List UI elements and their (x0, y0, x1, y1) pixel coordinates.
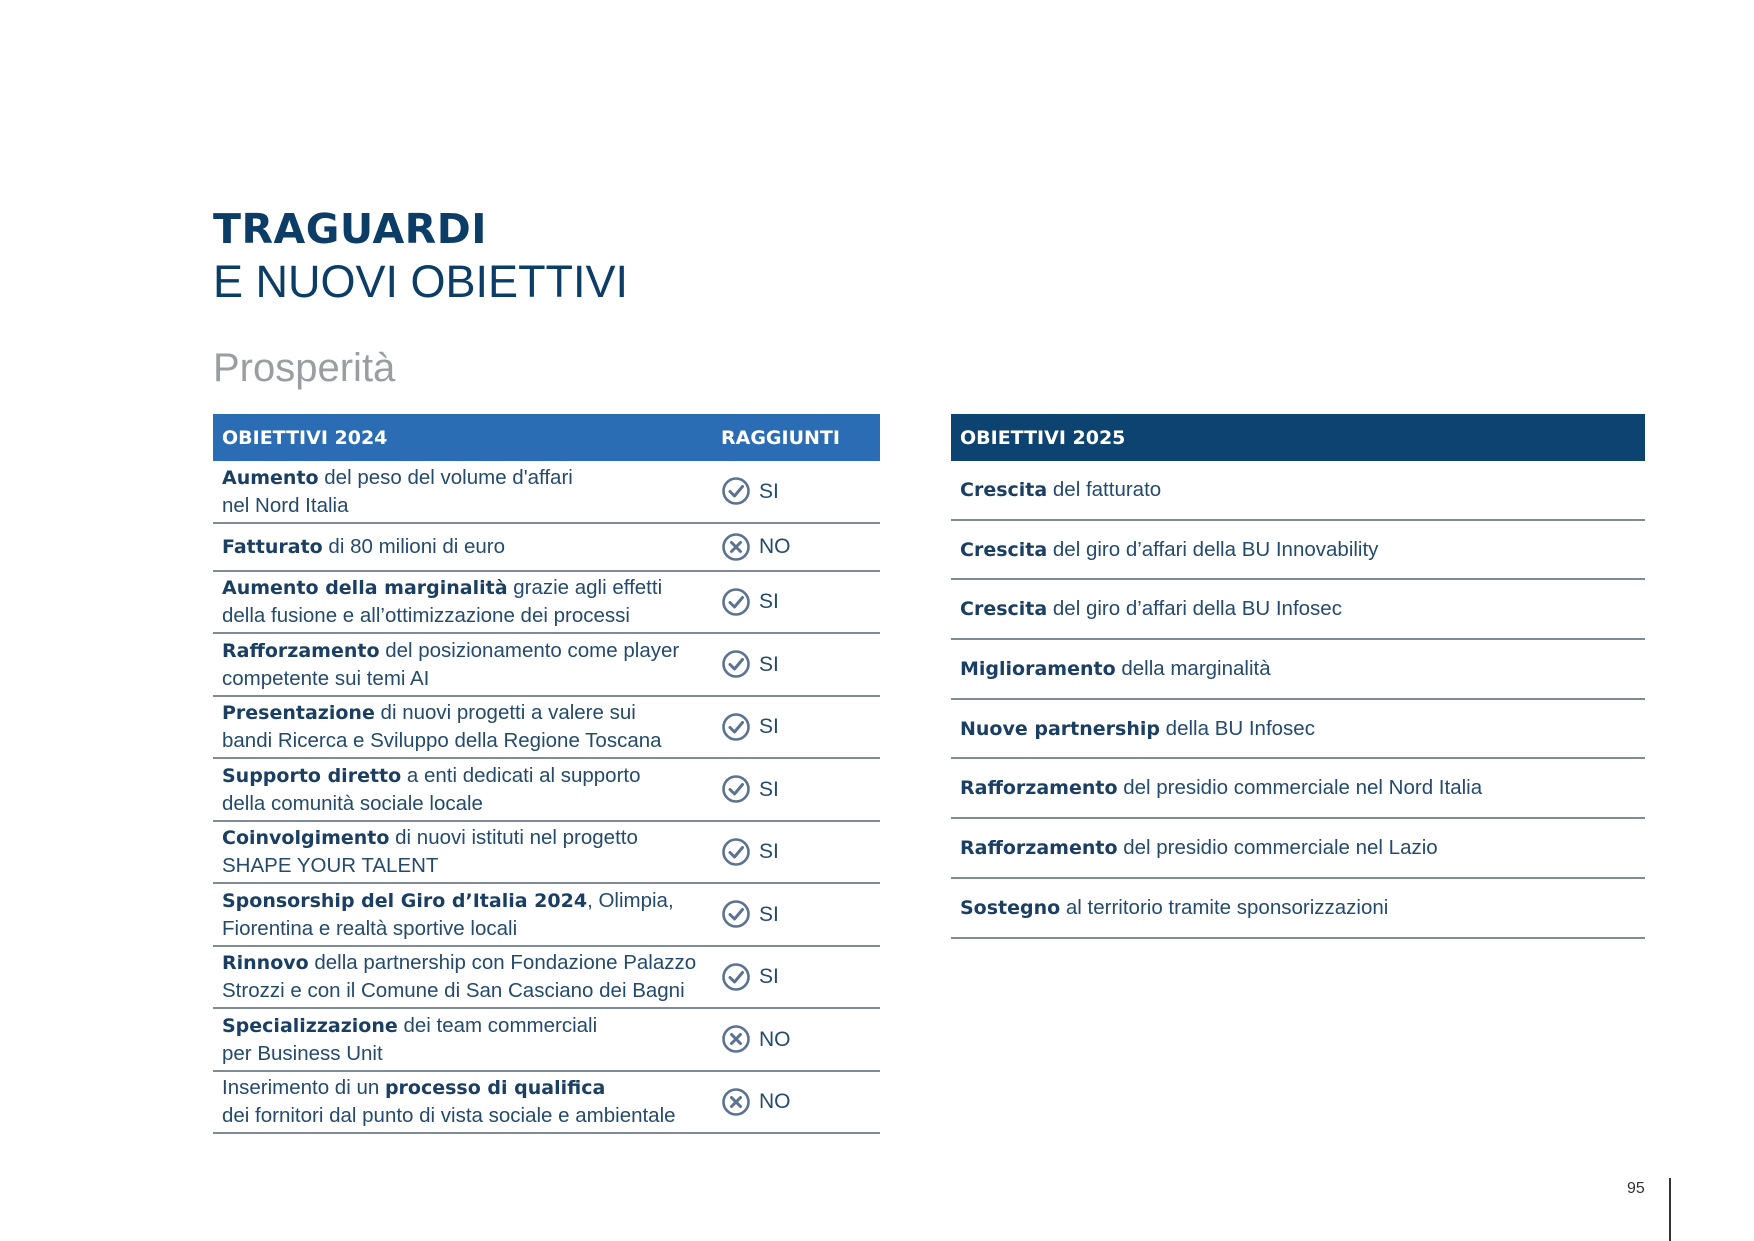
table-row (213, 524, 880, 572)
table-row (951, 700, 1645, 760)
objective-line (222, 637, 721, 665)
emphasis-text: processo di qualifica (384, 1077, 606, 1100)
check-circle-icon (721, 899, 751, 929)
body-text: della partnership con Fondazione Palazzo (308, 951, 697, 975)
x-circle-icon (721, 1087, 751, 1117)
emphasis-text: Coinvolgimento (222, 827, 390, 850)
x-circle-icon (721, 532, 751, 562)
emphasis-text: Rafforzamento (960, 777, 1118, 800)
body-text: della marginalità (1115, 656, 1271, 680)
body-text: competente sui temi AI (222, 666, 430, 690)
objectives-2025-header (951, 414, 1645, 461)
table-row (213, 947, 880, 1010)
objective-text (951, 894, 1645, 922)
objectives-2024-header (213, 414, 880, 461)
objective-line (222, 464, 721, 492)
column-header-objectives-2025: OBIETTIVI 2025 (960, 426, 1126, 449)
objective-text (951, 715, 1645, 743)
check-circle-icon (721, 712, 751, 742)
objective-text (951, 536, 1645, 564)
table-row (213, 1009, 880, 1072)
objective-text (213, 1074, 721, 1129)
status-label: SI (759, 479, 779, 503)
body-text: Inserimento di un (222, 1076, 385, 1100)
body-text: per Business Unit (222, 1041, 383, 1065)
objective-text (951, 655, 1645, 683)
status-label: NO (759, 535, 791, 558)
objective-line (222, 727, 721, 754)
objective-line (222, 602, 721, 629)
objective-line (222, 1012, 721, 1040)
check-circle-icon (721, 837, 751, 867)
x-circle-icon (721, 1024, 751, 1054)
status-cell (721, 774, 779, 804)
objective-line (222, 1074, 721, 1102)
status-cell (721, 899, 779, 929)
check-circle-icon (721, 774, 751, 804)
status-cell (721, 1024, 791, 1054)
objective-text (951, 595, 1645, 623)
table-row (213, 461, 880, 524)
column-header-achieved: RAGGIUNTI (721, 426, 840, 449)
emphasis-text: Aumento della marginalità (222, 577, 508, 600)
objective-text (213, 533, 721, 561)
body-text: del presidio commerciale nel Nord Italia (1117, 776, 1483, 800)
body-text: bandi Ricerca e Sviluppo della Regione Toscana (222, 729, 662, 753)
objective-line (222, 852, 721, 879)
objective-line (222, 887, 721, 915)
status-cell (721, 1087, 791, 1117)
body-text: al territorio tramite sponsorizzazioni (1060, 895, 1389, 919)
body-text: della comunità sociale locale (222, 791, 483, 815)
objective-text (951, 476, 1645, 504)
emphasis-text: Fatturato (222, 535, 323, 558)
objective-text (951, 834, 1645, 862)
emphasis-text: Supporto diretto (222, 764, 402, 787)
status-cell (721, 532, 791, 562)
status-label: SI (759, 590, 779, 614)
body-text: Fiorentina e realtà sportive locali (222, 916, 518, 940)
table-row (213, 697, 880, 760)
status-cell (721, 837, 779, 867)
objective-text (213, 1012, 721, 1067)
objective-line (222, 977, 721, 1004)
status-cell (721, 962, 779, 992)
body-text: della fusione e all’ottimizzazione dei processi (222, 604, 630, 628)
objective-line (222, 790, 721, 817)
emphasis-text: Aumento (222, 466, 319, 489)
emphasis-text: Miglioramento (960, 657, 1116, 680)
status-label: SI (759, 652, 779, 676)
objective-text (213, 637, 721, 692)
emphasis-text: Sostegno (960, 896, 1061, 919)
body-text: dei fornitori dal punto di vista sociale e ambientale (222, 1104, 676, 1128)
emphasis-text: Rafforzamento (222, 639, 380, 662)
page-title: TRAGUARDI (213, 205, 488, 253)
body-text: del giro d’affari della BU Innovability (1047, 537, 1379, 561)
objectives-2024-table (213, 414, 880, 1134)
table-row (213, 822, 880, 885)
emphasis-text: Specializzazione (222, 1014, 398, 1037)
objective-line (222, 492, 721, 519)
objective-line (222, 824, 721, 852)
status-label: SI (759, 777, 779, 801)
objective-text (951, 774, 1645, 802)
body-text: della BU Infosec (1159, 716, 1315, 740)
status-label: SI (759, 840, 779, 864)
objective-line (222, 574, 721, 602)
body-text: di nuovi progetti a valere sui (374, 701, 636, 725)
table-row (951, 461, 1645, 521)
table-row (951, 521, 1645, 581)
body-text: Strozzi e con il Comune di San Casciano dei Bagni (222, 979, 685, 1003)
check-circle-icon (721, 649, 751, 679)
body-text: dei team commerciali (397, 1013, 598, 1037)
page-number: 95 (1627, 1180, 1645, 1197)
column-header-objectives-2024: OBIETTIVI 2024 (222, 426, 388, 449)
objective-text (213, 574, 721, 629)
table-row (951, 759, 1645, 819)
table-row (951, 819, 1645, 879)
check-circle-icon (721, 587, 751, 617)
body-text: nel Nord Italia (222, 493, 349, 517)
objective-line (222, 533, 721, 561)
status-cell (721, 587, 779, 617)
status-cell (721, 476, 779, 506)
status-cell (721, 712, 779, 742)
body-text: a enti dedicati al supporto (401, 763, 641, 787)
status-label: SI (759, 902, 779, 926)
objective-line (222, 1102, 721, 1129)
table-row (213, 572, 880, 635)
table-row (951, 879, 1645, 939)
objective-text (213, 464, 721, 519)
check-circle-icon (721, 962, 751, 992)
page-divider (1669, 1178, 1671, 1241)
body-text: del giro d’affari della BU Infosec (1047, 597, 1342, 621)
emphasis-text: Rinnovo (222, 952, 309, 975)
body-text: del peso del volume d'affari (318, 465, 573, 489)
body-text: di 80 milioni di euro (322, 534, 506, 558)
table-row (213, 634, 880, 697)
emphasis-text: Rafforzamento (960, 836, 1118, 859)
table-row (213, 1072, 880, 1135)
section-title: Prosperità (213, 346, 396, 390)
status-label: NO (759, 1090, 791, 1114)
objectives-2025-rows (951, 461, 1645, 939)
check-circle-icon (721, 476, 751, 506)
page-subtitle: E NUOVI OBIETTIVI (213, 256, 629, 307)
body-text: del posizionamento come player (379, 638, 680, 662)
emphasis-text: Presentazione (222, 702, 375, 725)
emphasis-text: Sponsorship del Giro d’Italia 2024 (222, 889, 588, 912)
emphasis-text: Nuove partnership (960, 717, 1160, 740)
objective-text (213, 762, 721, 817)
emphasis-text: Crescita (960, 478, 1048, 501)
status-label: NO (759, 1027, 791, 1051)
objective-text (213, 887, 721, 942)
status-label: SI (759, 715, 779, 739)
objectives-2025-table (951, 414, 1645, 939)
status-label: SI (759, 965, 779, 989)
objective-line (222, 949, 721, 977)
objectives-2024-rows (213, 461, 880, 1134)
objective-line (222, 915, 721, 942)
emphasis-text: Crescita (960, 598, 1048, 621)
body-text: di nuovi istituti nel progetto (389, 826, 638, 850)
objective-text (213, 824, 721, 879)
objective-line (222, 665, 721, 692)
objective-text (213, 949, 721, 1004)
body-text: del fatturato (1047, 477, 1162, 501)
objective-line (222, 1040, 721, 1067)
status-cell (721, 649, 779, 679)
objective-text (213, 699, 721, 754)
body-text: grazie agli effetti (507, 576, 663, 600)
body-text: SHAPE YOUR TALENT (222, 854, 439, 878)
table-row (213, 759, 880, 822)
emphasis-text: Crescita (960, 538, 1048, 561)
table-row (951, 640, 1645, 700)
objective-line (222, 762, 721, 790)
table-row (213, 884, 880, 947)
body-text: , Olimpia, (587, 888, 674, 912)
body-text: del presidio commerciale nel Lazio (1117, 835, 1438, 859)
objective-line (222, 699, 721, 727)
table-row (951, 580, 1645, 640)
